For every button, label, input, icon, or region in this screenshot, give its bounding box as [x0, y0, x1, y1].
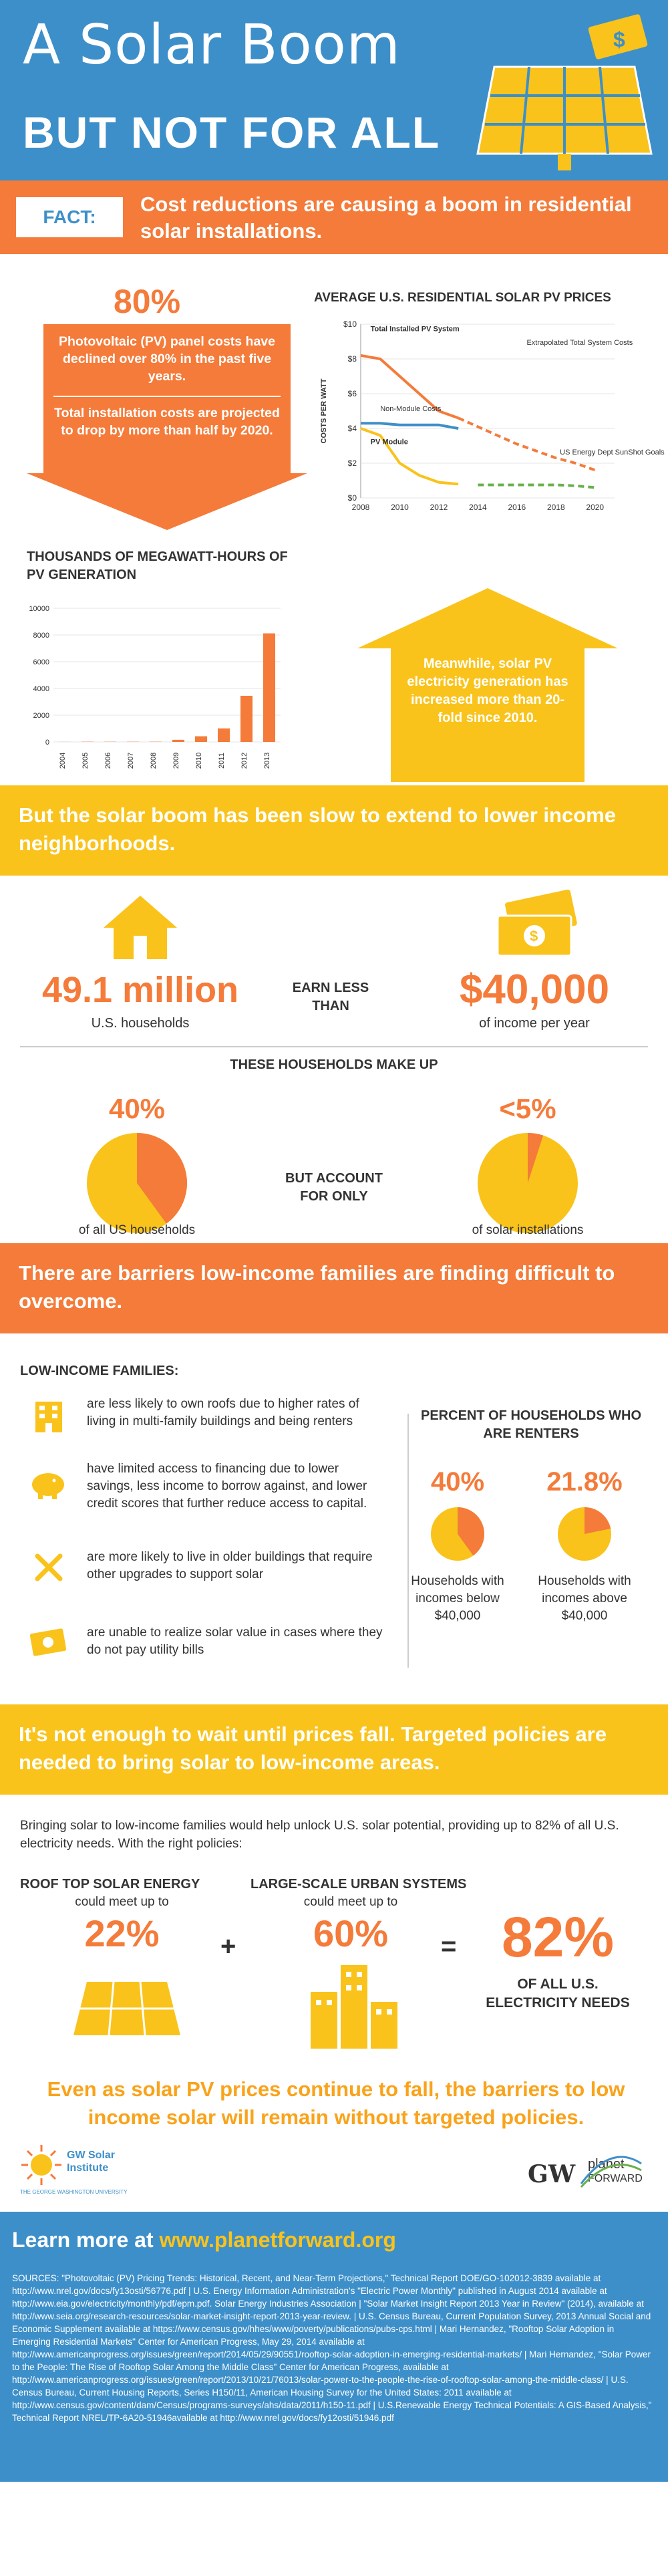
bar: [195, 737, 207, 742]
title-line2: BUT NOT FOR ALL: [23, 108, 441, 157]
x-tick-label: 2005: [81, 752, 90, 769]
title-line1: A Solar Boom: [23, 13, 401, 77]
urban-sub: could meet up to: [303, 1895, 398, 1909]
header: [0, 0, 668, 180]
chart-annotation: Total Installed PV System: [370, 325, 460, 334]
household-count: 49.1 million: [41, 970, 239, 1010]
households-section: [0, 876, 668, 1243]
solar-panel-icon: [468, 13, 661, 174]
bar: [240, 696, 253, 742]
boom-slow-text: But the solar boom has been slow to extend to lower income neighborhoods.: [19, 803, 616, 855]
footer: [0, 2212, 668, 2482]
renters-title: PERCENT OF HOUSEHOLDS WHO ARE RENTERS: [421, 1408, 642, 1441]
y-tick-label: 6000: [33, 658, 49, 666]
x-tick-label: 2006: [104, 752, 112, 769]
series-line: [361, 428, 458, 484]
rooftop-title: ROOF TOP SOLAR ENERGY: [20, 1877, 200, 1892]
renters-below-pct: 40%: [430, 1467, 485, 1497]
x-tick-label: 2008: [150, 752, 158, 769]
planet-forward-swoosh-icon: [578, 2150, 645, 2190]
y-tick-label: $8: [347, 354, 357, 364]
pv-costs-text1: Photovoltaic (PV) panel costs have declined over 80% in the past five years.: [59, 334, 275, 384]
make-up-title: THESE HOUSEHOLDS MAKE UP: [230, 1057, 438, 1072]
logos-section: [0, 2144, 668, 2212]
rooftop-pct: 22%: [84, 1912, 160, 1954]
barriers-section: [0, 1333, 668, 1704]
x-tick-label: 2016: [508, 503, 526, 512]
y-tick-label: $6: [347, 389, 357, 398]
urban-title: LARGE-SCALE URBAN SYSTEMS: [251, 1877, 467, 1892]
generation-title: THOUSANDS OF MEGAWATT-HOURS OF PV GENERATION: [27, 549, 288, 582]
x-tick-label: 2014: [469, 503, 487, 512]
y-tick-label: 0: [45, 739, 49, 747]
income-threshold: $40,000: [459, 967, 610, 1013]
pv-costs-text2: Total installation costs are projected to drop by more than half by 2020.: [54, 406, 280, 438]
dollar-sign: $: [613, 27, 625, 51]
x-tick-label: 2018: [546, 503, 565, 512]
pct-households: 40%: [108, 1093, 166, 1124]
equals-sign: =: [441, 1932, 457, 1961]
y-tick-label: 4000: [33, 685, 49, 693]
y-tick-label: $10: [343, 319, 357, 329]
generation-arrow-text: Meanwhile, solar PV electricity generation has increased more than 20-fold since 2010.: [407, 656, 568, 725]
policies-banner: [0, 1704, 668, 1795]
city-buildings-icon: [307, 1965, 401, 2049]
pv-costs-percent: 80%: [114, 283, 181, 320]
pie-renters-below: [431, 1507, 484, 1561]
x-tick-label: 2010: [391, 503, 409, 512]
planet-logo-text: planet: [588, 2157, 625, 2172]
y-tick-label: $2: [347, 459, 357, 468]
sources-text: SOURCES: "Photovoltaic (PV) Pricing Trends: Historical, Recent, and Near-Term Projections," Technical Report DOE/GO-102012-3839 available at http://www.nrel.gov/docs/fy13osti/56776.pdf | U.S. Energy Information Administration's "Electric Power Monthly" published in August 2014 available at http://www.eia.gov/electricity/monthly/pdf/epm.pdf. Solar Energy Industries Association | "Solar Market Insight Report 2013 Year in Review" (2014), available at http://www.seia.org/research-resources/solar-market-insight-report-2013-year-review. | U.S. Census Bureau, Current Population Survey, 2013 Annual Social and Economic Supplement available at https://www.census.gov/hhes/www/poverty/publications/pubs-cps.html | Mari Hernandez, "Rooftop Solar Adoption in Emerging Residential Markets" Center for American Progress, May 29, 2014 available at http://www.americanprogress.org/issues/green/report/2014/05/29/90551/rooftop-solar-adoption-in-emerging-residential-markets/ | Mari Hernandez, "Solar Power to the People: The Rise of Rooftop Solar Among the Middle Class" Center for American Progress, available at http://www.americanprogress.org/issues/green/report/2013/10/21/76013/solar-power-to-the-people-the-rise-of-rooftop-solar-among-the-middle-class/ | U.S. Census Bureau, Current Housing Reports, Series H150/11, American Housing Survey for the United States: 2011 available at http://www.census.gov/content/dam/Census/programs-surveys/ahs/data/2011/h150-11.pdf | U.S.Renewable Energy Technical Potentials: A GIS-Based Analysis," Technical Report NREL/TP-6A20-51946available at http://www.nrel.gov/docs/fy12osti/51946.pdf: [12, 2273, 652, 2423]
renters-above-label: Households with incomes above $40,000: [538, 1574, 631, 1623]
vertical-divider: [407, 1414, 409, 1668]
gw-solar-logo-text: GW Solar Institute: [67, 2150, 116, 2174]
divider: [20, 1046, 648, 1047]
barrier-item-3: are more likely to live in older buildings that require other upgrades to support solar: [87, 1550, 373, 1581]
piggy-bank-icon: [30, 1467, 67, 1501]
y-tick-label: 2000: [33, 712, 49, 720]
y-axis-label: COSTS PER WATT: [320, 378, 328, 444]
bar: [263, 634, 275, 742]
price-chart: [314, 314, 665, 535]
forward-logo-text: FORWARD: [588, 2173, 643, 2184]
series-line: [478, 485, 595, 488]
y-tick-label: 8000: [33, 632, 49, 640]
y-tick-label: 10000: [29, 605, 49, 613]
chart-annotation: PV Module: [370, 438, 408, 446]
gw-university-text: THE GEORGE WASHINGTON UNIVERSITY: [20, 2189, 128, 2195]
house-icon: [104, 896, 177, 959]
renters-below-label: Households with incomes below $40,000: [411, 1574, 504, 1623]
but-account-text: BUT ACCOUNT FOR ONLY: [285, 1171, 383, 1204]
x-tick-label: 2013: [263, 752, 271, 769]
x-tick-label: 2007: [127, 752, 135, 769]
policies-banner-text: It's not enough to wait until prices fall. Targeted policies are needed to bring solar to low-income areas.: [19, 1722, 607, 1774]
low-income-title: LOW-INCOME FAMILIES:: [20, 1364, 179, 1378]
barrier-item-2: have limited access to financing due to lower savings, less income to borrow against, and lower credit scores that further reduce access to capital.: [87, 1462, 367, 1511]
income-label: of income per year: [479, 1016, 590, 1031]
generation-section: [0, 548, 668, 785]
x-tick-label: 2012: [240, 752, 248, 769]
money-icon: [494, 896, 578, 959]
bar: [172, 740, 184, 742]
boom-slow-banner: [0, 785, 668, 876]
sun-icon: [21, 2145, 61, 2185]
bar: [218, 729, 230, 742]
multiplier-20x: 20x: [461, 739, 515, 775]
gw-logo: GW: [528, 2160, 576, 2188]
x-tick-label: 2009: [172, 752, 180, 769]
x-tick-label: 2010: [195, 752, 203, 769]
chart-annotation: US Energy Dept SunShot Goals: [560, 448, 665, 457]
x-tick-label: 2020: [586, 503, 605, 512]
y-tick-label: $4: [347, 424, 357, 433]
fact-label: FACT:: [16, 197, 123, 237]
pct-solar-label: of solar installations: [472, 1223, 584, 1237]
x-tick-label: 2004: [59, 752, 67, 769]
series-line: [458, 418, 595, 470]
pct-households-label: of all US households: [78, 1223, 196, 1237]
bill-icon: [30, 1628, 67, 1658]
money-dollar-sign: $: [530, 928, 538, 944]
learn-more-text: [12, 2228, 396, 2252]
planetforward-link[interactable]: www.planetforward.org: [159, 2228, 396, 2252]
pct-solar: <5%: [499, 1093, 556, 1124]
rooftop-sub: could meet up to: [75, 1895, 169, 1909]
series-line: [361, 423, 458, 428]
pie-renters-above: [558, 1507, 611, 1561]
fact-banner: [0, 180, 668, 254]
pv-costs-section: [0, 254, 668, 548]
policies-closing: Even as solar PV prices continue to fall, the barriers to low income solar will remain without targeted policies.: [47, 2077, 625, 2129]
policies-intro: Bringing solar to low-income families would help unlock U.S. solar potential, providing up to 82% of all U.S. electricity needs. With the right policies:: [20, 1819, 619, 1851]
renters-above-pct: 21.8%: [546, 1467, 623, 1497]
earn-less-text: EARN LESS THAN: [292, 981, 369, 1013]
tools-icon: [32, 1551, 65, 1584]
plus-sign: +: [220, 1932, 236, 1961]
total-label: OF ALL U.S. ELECTRICITY NEEDS: [486, 1976, 630, 2011]
chart-annotation: Non-Module Costs: [380, 405, 442, 413]
divider: [53, 396, 281, 397]
y-tick-label: $0: [347, 493, 357, 503]
x-tick-label: 2008: [351, 503, 370, 512]
building-icon: [32, 1400, 65, 1434]
policies-section: [0, 1795, 668, 2144]
x-tick-label: 2011: [218, 753, 226, 769]
fact-text: Cost reductions are causing a boom in residential solar installations.: [140, 192, 632, 243]
barriers-banner-text: There are barriers low-income families are finding difficult to overcome.: [19, 1261, 615, 1313]
down-arrow-shape: [27, 473, 307, 533]
rooftop-solar-icon: [67, 1968, 180, 2042]
learn-more-label: Learn more at: [12, 2228, 160, 2252]
barrier-item-1: are less likely to own roofs due to higher rates of living in multi-family buildings and being renters: [87, 1397, 359, 1428]
price-chart-title: AVERAGE U.S. RESIDENTIAL SOLAR PV PRICES: [314, 291, 611, 305]
urban-pct: 60%: [313, 1912, 389, 1954]
pie-solar: [478, 1133, 578, 1233]
chart-annotation: Extrapolated Total System Costs: [526, 339, 633, 348]
x-tick-label: 2012: [430, 503, 448, 512]
total-pct: 82%: [501, 1906, 615, 1968]
household-count-label: U.S. households: [91, 1016, 190, 1031]
barriers-banner: [0, 1243, 668, 1333]
barrier-item-4: are unable to realize solar value in cases where they do not pay utility bills: [87, 1626, 383, 1657]
pie-households: [87, 1133, 187, 1233]
generation-chart: [13, 602, 294, 782]
